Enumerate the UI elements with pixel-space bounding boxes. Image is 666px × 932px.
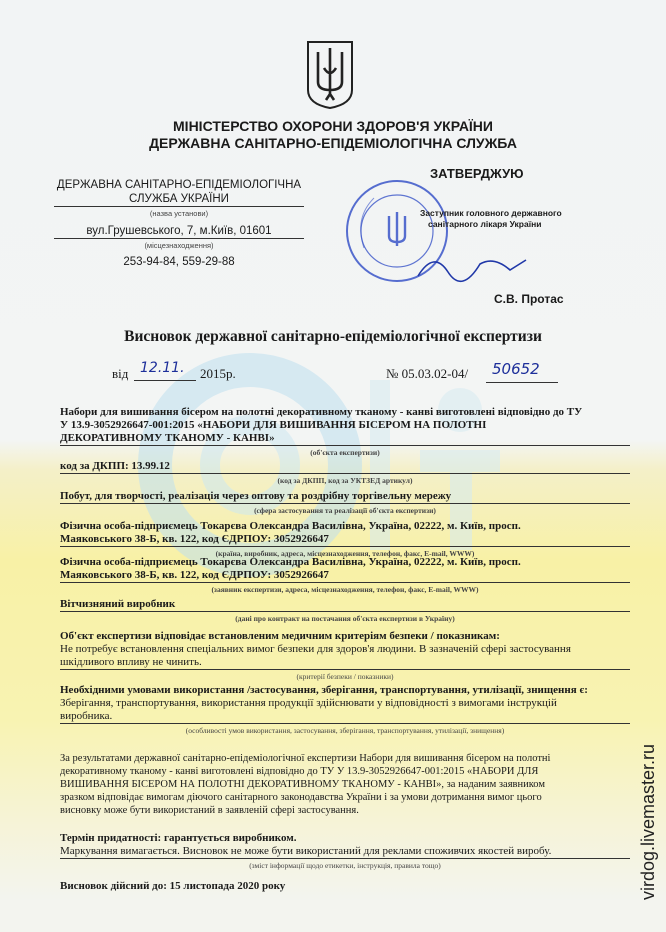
date-from-label: від: [112, 366, 129, 381]
marking-caption: (зміст інформації щодо етикетки, інструкція, правила тощо): [249, 861, 441, 870]
criteria-line1: Не потребує встановлення спеціальних вимог безпеки для здоров'я людини. В зазначеній сфері застосування: [60, 643, 571, 655]
validity-text: Висновок дійсний до: 15 листопада 2020 року: [60, 880, 286, 892]
conclusion-line2: декоративному тканому - канві виготовлені відповідно до ТУ У 13.9-3052926647-001:2015 «НАБОРИ ДЛЯ: [60, 766, 539, 777]
institution-name-line2: СЛУЖБА УКРАЇНИ: [54, 192, 304, 207]
object-line3: ДЕКОРАТИВНОМУ ТКАНОМУ - КАНВІ»: [60, 432, 630, 446]
scope-text: Побут, для творчості, реалізація через оптову та роздрібну торгівельну мережу: [60, 490, 630, 504]
object-caption: (об'єкта експертизи): [310, 448, 380, 457]
service-title: ДЕРЖАВНА САНІТАРНО-ЕПІДЕМІОЛОГІЧНА СЛУЖБА: [149, 135, 517, 151]
approval-title: ЗАТВЕРДЖУЮ: [430, 166, 524, 181]
criteria-caption: (критерії безпеки / показники): [296, 672, 394, 681]
side-watermark: virdog.livemaster.ru: [638, 743, 658, 900]
institution-phones: 253-94-84, 559-29-88: [123, 256, 235, 268]
institution-name-caption: (назва установи): [149, 209, 209, 218]
shelf-life-text: Термін придатності: гарантується виробником.: [60, 832, 297, 844]
conditions-line2: виробника.: [60, 710, 630, 724]
coat-of-arms-icon: [304, 38, 356, 110]
manufacturer-line1: Фізична особа-підприємець Токарєва Олександра Василівна, Україна, 02222, м. Київ, просп.: [60, 520, 521, 532]
criteria-line2: шкідливого впливу не чинить.: [60, 656, 630, 670]
approval-position-line2: санітарного лікаря України: [428, 219, 542, 229]
conditions-caption: (особливості умов використання, застосування, зберігання, транспортування, утилізації, знищення): [185, 726, 505, 735]
document-title: Висновок державної санітарно-епідеміологічної експертизи: [124, 328, 542, 345]
conclusion-line3: ВИШИВАННЯ БІСЕРОМ НА ПОЛОТНІ ДЕКОРАТИВНОМУ ТКАНОМУ - КАНВІ», за наданим заявником: [60, 779, 545, 790]
conclusion-line5: висновку може бути використаний в заявленій сфері застосування.: [60, 805, 359, 816]
applicant-line2: Маяковського 38-Б, кв. 122, код ЄДРПОУ: 3052926647: [60, 569, 630, 583]
approval-position-line1: Заступник головного державного: [420, 208, 562, 218]
date-year: 2015р.: [200, 366, 236, 381]
criteria-heading: Об'єкт експертизи відповідає встановленим медичним критеріям безпеки / показникам:: [60, 630, 500, 642]
object-line2: У 13.9-3052926647-001:2015 «НАБОРИ ДЛЯ ВИШИВАННЯ БІСЕРОМ НА ПОЛОТНІ: [60, 419, 487, 431]
signature: [414, 246, 534, 286]
contract-text: Вітчизняний виробник: [60, 598, 630, 612]
code-caption: (код за ДКПП, код за УКТЗЕД артикул): [277, 476, 413, 485]
scope-caption: (сфера застосування та реалізації об'єкта експертизи): [254, 506, 436, 515]
applicant-caption: (заявник експертизи, адреса, місцезнаходження, телефон, факс, E-mail, WWW): [211, 585, 479, 594]
conclusion-line1: За результатами державної санітарно-епідеміологічної експертизи Набори для вишивання бісером на полотні: [60, 753, 551, 764]
conditions-line1: Зберігання, транспортування, використання продукції здійснювати у відповідності з вимогами інструкцій: [60, 697, 557, 709]
approval-signer: С.В. Протас: [494, 292, 564, 306]
marking-text: Маркування вимагається. Висновок не може бути використаний для реклами споживчих якостей виробу.: [60, 845, 630, 859]
applicant-line1: Фізична особа-підприємець Токарєва Олександра Василівна, Україна, 02222, м. Київ, просп.: [60, 556, 521, 568]
date-handwritten: 12.11.: [140, 360, 185, 376]
institution-address-caption: (місцезнаходження): [144, 241, 214, 250]
institution-address: вул.Грушевського, 7, м.Київ, 01601: [54, 224, 304, 239]
conclusion-line4: зразком відповідає вимогам діючого санітарного законодавства України і за умови дотримання вимог цього: [60, 792, 542, 803]
manufacturer-line2: Маяковського 38-Б, кв. 122, код ЄДРПОУ: 3052926647: [60, 533, 630, 547]
conditions-heading: Необхідними умовами використання /застосування, зберігання, транспортування, утилізації, знищення є:: [60, 684, 588, 696]
ministry-title: МІНІСТЕРСТВО ОХОРОНИ ЗДОРОВ'Я УКРАЇНИ: [173, 118, 493, 134]
institution-name-line1: ДЕРЖАВНА САНІТАРНО-ЕПІДЕМІОЛОГІЧНА: [56, 179, 302, 191]
number-label: № 05.03.02-04/: [386, 366, 469, 381]
manufacturer-caption: (країна, виробник, адреса, місцезнаходження, телефон, факс, E-mail, WWW): [215, 549, 475, 558]
number-handwritten: 50652: [492, 360, 540, 378]
code-text: код за ДКПП: 13.99.12: [60, 460, 630, 474]
contract-caption: (дані про контракт на постачання об'єкта експертизи в Україну): [235, 614, 455, 623]
object-line1: Набори для вишивання бісером на полотні декоративному тканому - канві виготовлені відповідно до ТУ: [60, 406, 583, 418]
